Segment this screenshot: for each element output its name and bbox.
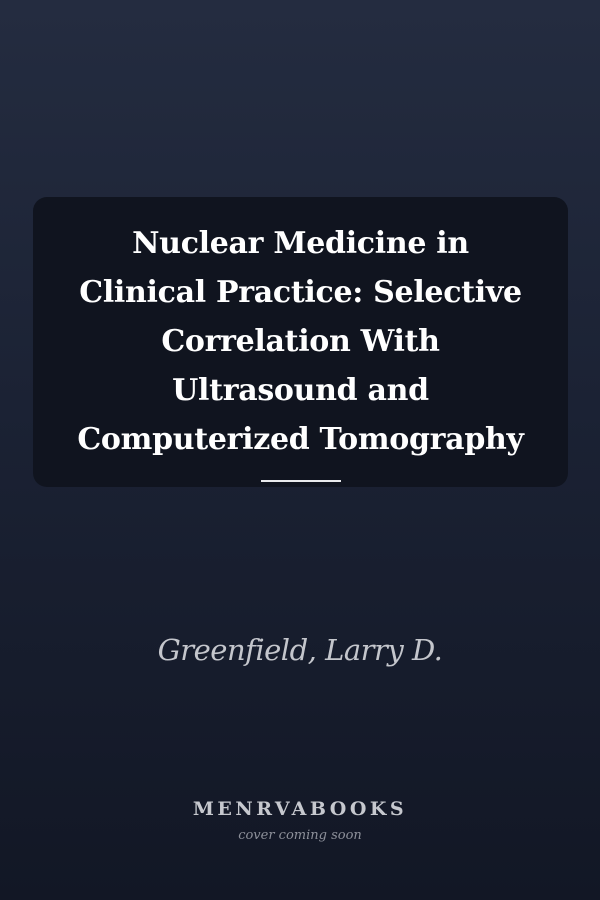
book-title-line: Computerized Tomography (77, 422, 524, 457)
book-title-line: Clinical Practice: Selective (79, 275, 522, 310)
cover-placeholder-note: cover coming soon (238, 828, 362, 843)
book-title-line: Nuclear Medicine in (132, 226, 469, 261)
book-title (33, 219, 568, 464)
publisher-name: MENRVABOOKS (192, 798, 408, 820)
book-title-line: Ultrasound and (172, 373, 429, 408)
book-author: Greenfield, Larry D. (157, 633, 443, 667)
title-divider (261, 480, 341, 482)
book-title-line: Correlation With (161, 324, 440, 359)
